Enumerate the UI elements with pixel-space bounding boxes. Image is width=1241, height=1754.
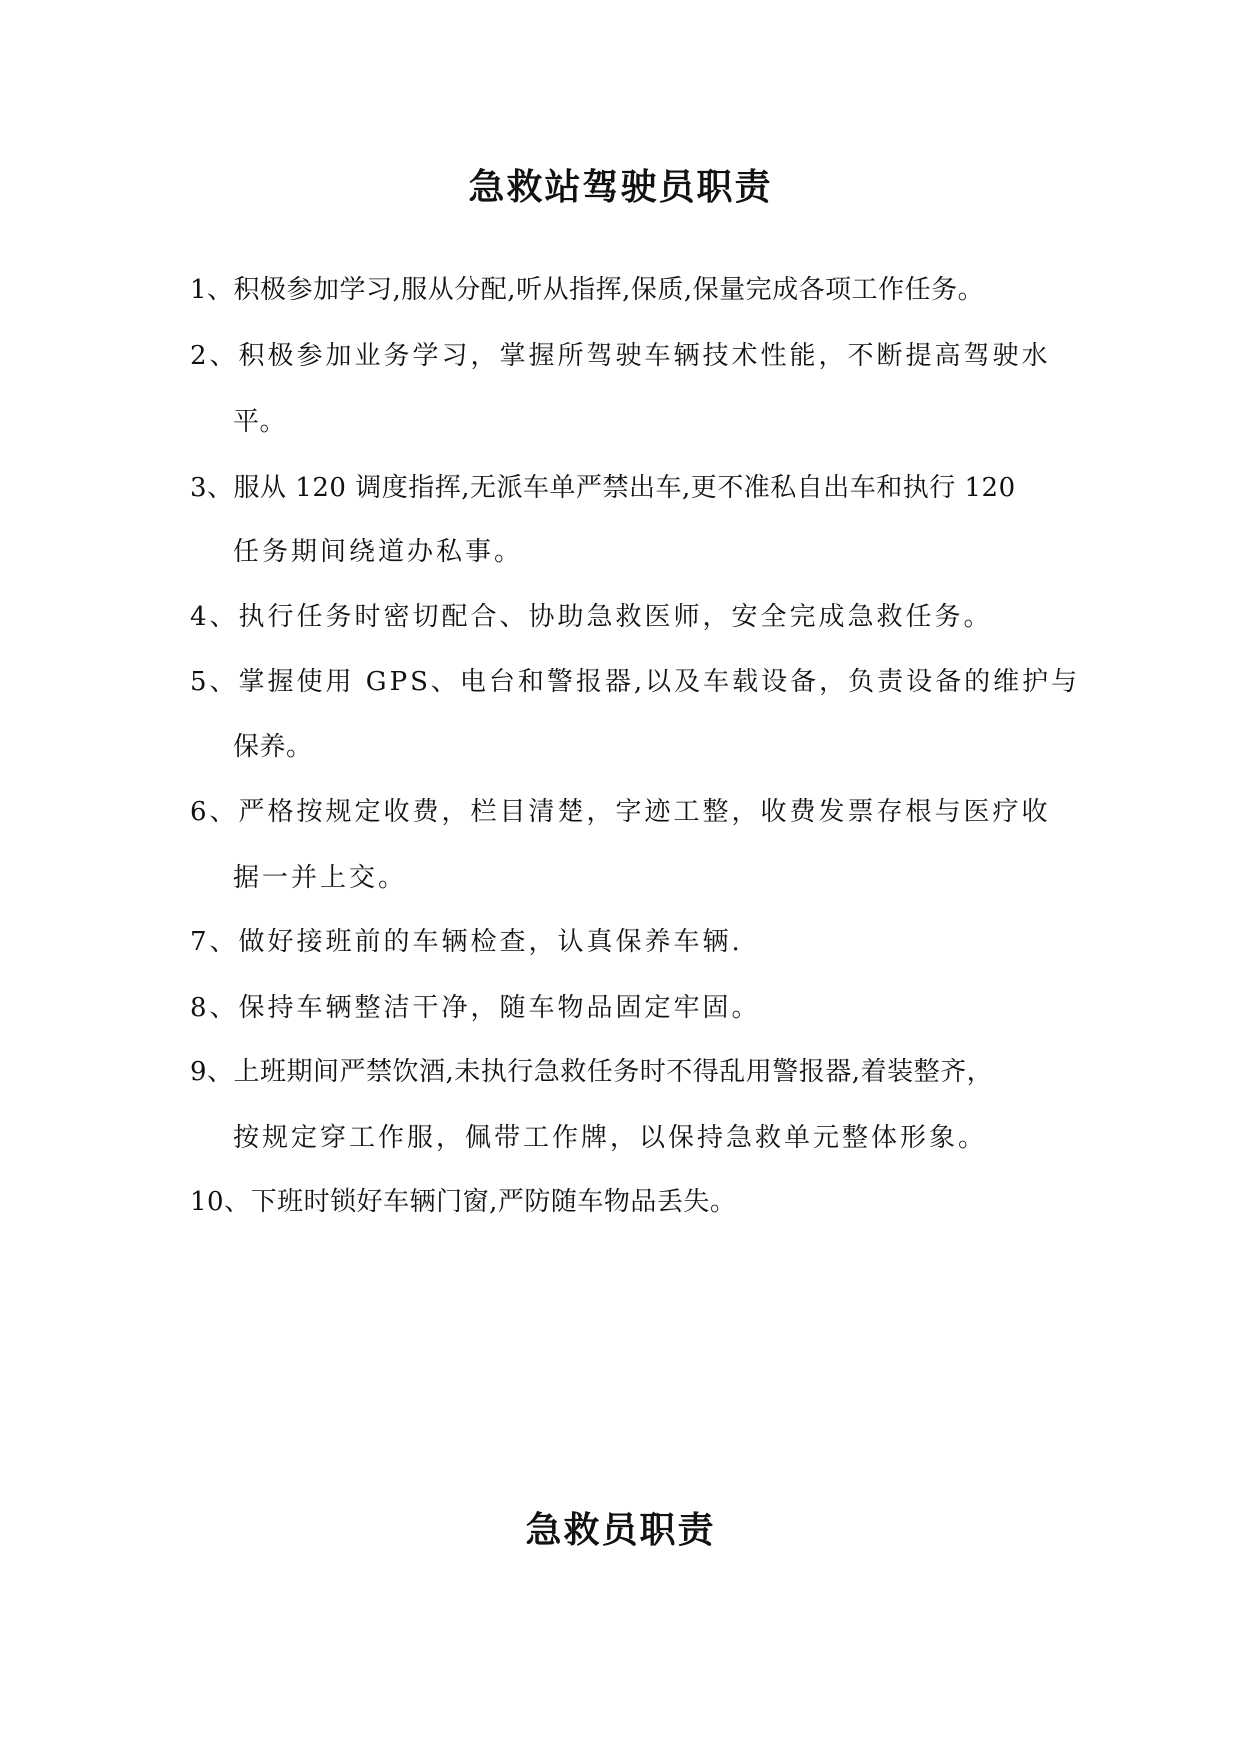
duty-item-9-continuation: 按规定穿工作服，佩带工作牌，以保持急救单元整体形象。 [233, 1123, 988, 1153]
duty-item-7: 7、做好接班前的车辆检查，认真保养车辆. [190, 927, 743, 957]
duty-item-4: 4、执行任务时密切配合、协助急救医师，安全完成急救任务。 [190, 602, 993, 632]
duty-item-6: 6、严格按规定收费，栏目清楚，字迹工整，收费发票存根与医疗收 [190, 797, 1051, 827]
duty-item-3: 3、服从 120 调度指挥,无派车单严禁出车,更不准私自出车和执行 120 [190, 473, 1016, 503]
duty-item-5: 5、掌握使用 GPS、电台和警报器,以及车载设备，负责设备的维护与 [190, 667, 1081, 697]
duty-item-1: 1、积极参加学习,服从分配,听从指挥,保质,保量完成各项工作任务。 [190, 275, 985, 305]
duty-item-5-continuation: 保养。 [233, 732, 313, 762]
section-title-medic-duties: 急救员职责 [525, 1509, 716, 1551]
section-title-driver-duties: 急救站驾驶员职责 [468, 166, 773, 208]
duty-item-10: 10、下班时锁好车辆门窗,严防随车物品丢失。 [190, 1187, 737, 1217]
duty-item-3-continuation: 任务期间绕道办私事。 [233, 537, 524, 567]
duty-item-8: 8、保持车辆整洁干净，随车物品固定牢固。 [190, 993, 761, 1023]
duty-item-2-continuation: 平。 [233, 407, 287, 437]
duty-item-2: 2、积极参加业务学习，掌握所驾驶车辆技术性能，不断提高驾驶水 [190, 341, 1051, 371]
duty-item-9: 9、上班期间严禁饮酒,未执行急救任务时不得乱用警报器,着装整齐， [190, 1057, 994, 1087]
duty-item-6-continuation: 据一并上交。 [233, 863, 408, 893]
